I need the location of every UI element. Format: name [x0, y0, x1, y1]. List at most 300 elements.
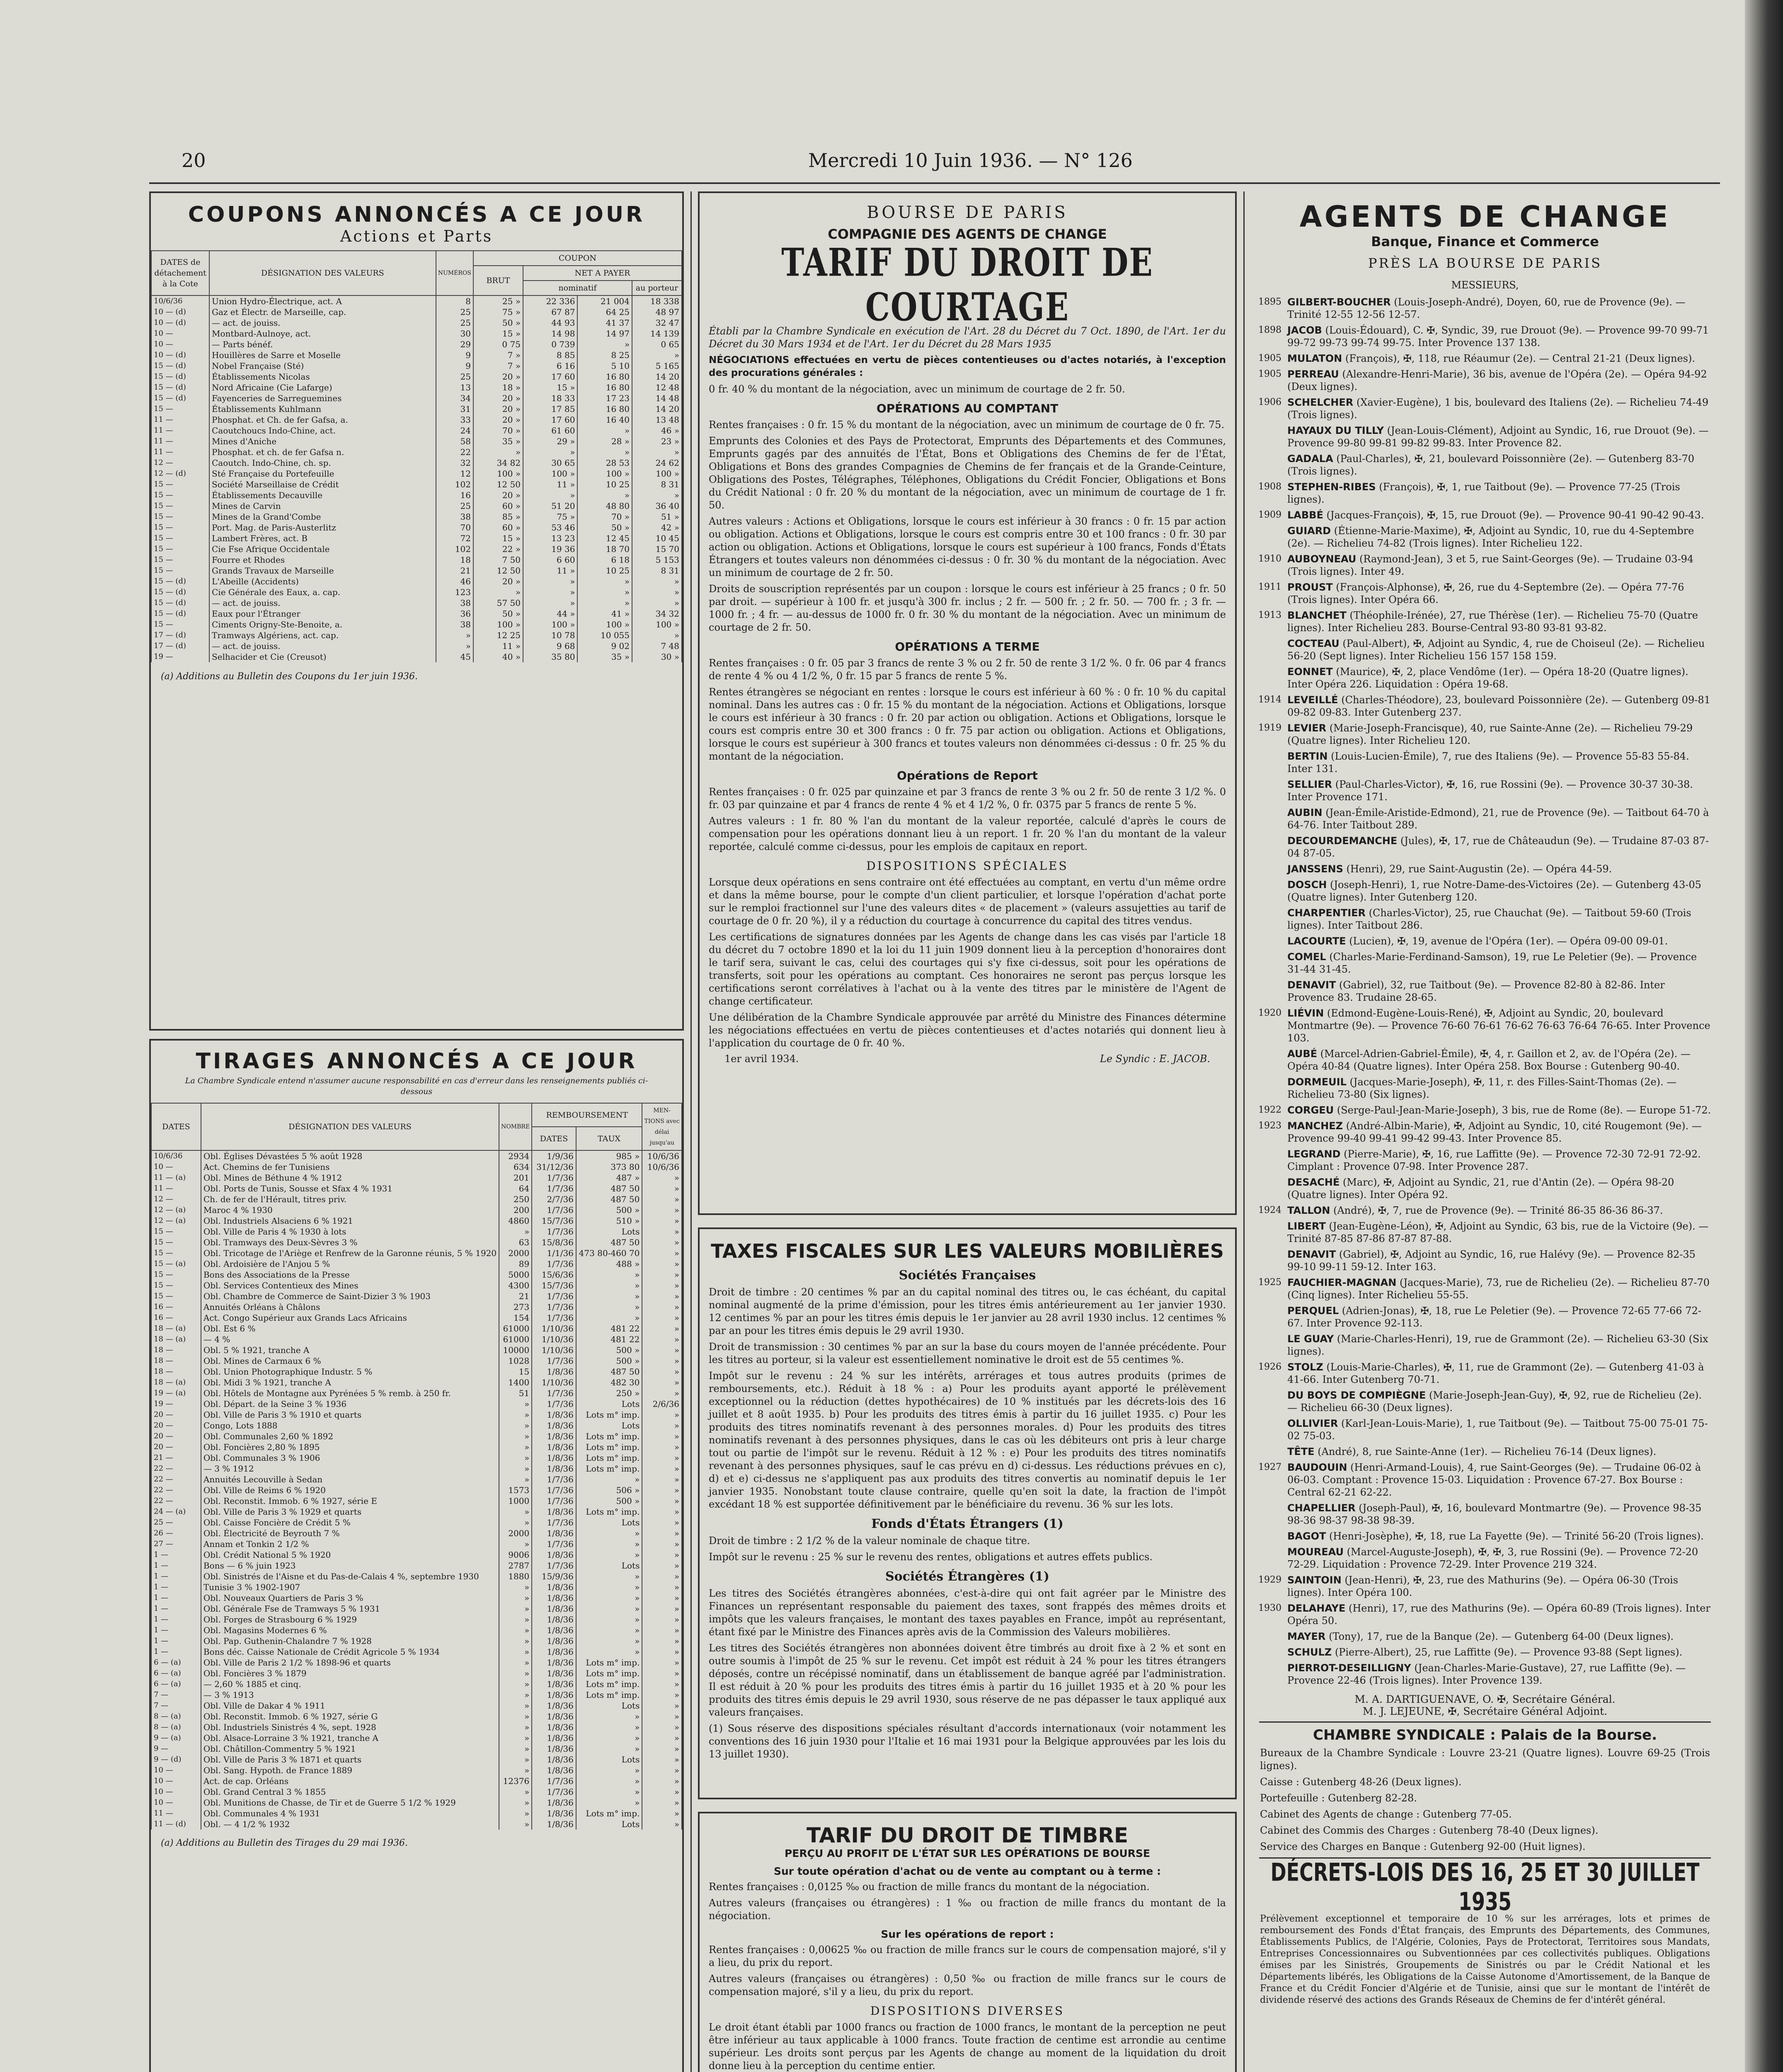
table-cell: 500 »	[576, 1496, 642, 1506]
agent-text	[1287, 1502, 1712, 1527]
taxes-etr-heading: Sociétés Étrangères (1)	[885, 1569, 1050, 1584]
table-cell: 1/7/36	[532, 1786, 576, 1797]
agent-name: DESACHÉ	[1287, 1176, 1340, 1188]
table-cell: 15 70	[632, 544, 682, 554]
agent-year	[1258, 1630, 1287, 1643]
table-cell: 510 »	[576, 1215, 642, 1226]
table-cell: »	[499, 1593, 532, 1603]
agent-year	[1258, 1389, 1287, 1414]
table-cell: 10 —	[151, 1786, 201, 1797]
table-cell: 10 — (d)	[151, 317, 209, 328]
table-cell: Houillères de Sarre et Moselle	[209, 350, 436, 361]
table-cell: »	[642, 1560, 682, 1571]
coupon-row	[151, 479, 682, 490]
tirage-row	[151, 1786, 682, 1797]
table-cell: 1/8/36	[532, 1711, 576, 1722]
table-cell: 21 004	[577, 295, 632, 307]
table-cell: »	[642, 1215, 682, 1226]
table-cell: 1/8/36	[532, 1528, 576, 1539]
tirage-row	[151, 1248, 682, 1259]
table-cell: »	[499, 1797, 532, 1808]
table-cell: 1/10/36	[532, 1323, 576, 1334]
table-cell: 15 »	[473, 328, 523, 339]
table-cell: Obl. Églises Dévastées 5 % août 1928	[201, 1150, 499, 1162]
table-cell: »	[642, 1711, 682, 1722]
agent-name: AUBÉ	[1287, 1048, 1318, 1060]
agent-details: (André), ✠, 7, rue de Provence (9e). — Trinité 86-35 86-36 86-37.	[1333, 1205, 1663, 1216]
agent-year: 1919	[1258, 723, 1282, 733]
agent-name: DORMEUIL	[1287, 1076, 1347, 1088]
table-cell: Lots m° imp.	[576, 1690, 642, 1700]
table-cell: 1/8/36	[532, 1765, 576, 1776]
table-cell: »	[499, 1625, 532, 1636]
table-cell: 1/7/36	[532, 1356, 576, 1366]
agent-year: 1895	[1258, 297, 1282, 307]
agents-messieurs: MESSIEURS,	[1451, 279, 1519, 291]
table-cell: 1/7/36	[532, 1474, 576, 1485]
agent-name: LIÉVIN	[1287, 1007, 1324, 1019]
paragraph: Cabinet des Agents de change : Gutenberg 77-05.	[1260, 1808, 1512, 1820]
agent-text	[1287, 481, 1712, 506]
table-cell: »	[576, 1280, 642, 1291]
agent-year	[1258, 863, 1287, 875]
agent-entry	[1258, 1389, 1712, 1414]
table-cell: 18 338	[632, 295, 682, 307]
table-cell: »	[576, 1776, 642, 1786]
coupon-row	[151, 295, 682, 307]
coupon-row	[151, 317, 682, 328]
table-cell: 19 36	[523, 544, 578, 554]
table-cell: Lots m° imp.	[576, 1808, 642, 1819]
table-cell: 1/8/36	[532, 1431, 576, 1442]
agent-text	[1287, 396, 1712, 421]
table-cell: 1 —	[151, 1636, 201, 1646]
paragraph: Emprunts des Colonies et des Pays de Protectorat, Emprunts des Départements et des Communes, Emprunts gagés par des annuités de l'État, Bons et Obligations des Chemins de fer de l'État, Obligations et Bons des grandes Compagnies de Chemins de fer français et de la Grande-Ceinture, Obligations des Postes, Télégraphes, Téléphones, Obligations du Crédit Foncier, Obligations et Bons du Crédit National : 0 fr. 20 % du montant de la négociation, avec un minimum de courtage de 1 fr. 50.	[709, 435, 1226, 511]
table-cell: Act. Congo Supérieur aux Grands Lacs Africains	[201, 1312, 499, 1323]
agent-details: (Charles-Victor), 25, rue Chauchat (9e). — Taitbout 59-60 (Trois lignes). Inter Taitbout 286.	[1287, 907, 1691, 931]
agent-entry	[1258, 1305, 1712, 1329]
divider	[1259, 1721, 1711, 1723]
table-cell: 1/10/36	[532, 1345, 576, 1356]
table-cell: 15 —	[151, 511, 209, 522]
table-cell: Obl. Sinistrés de l'Aisne et du Pas-de-Calais 4 %, septembre 1930	[201, 1571, 499, 1582]
table-cell: »	[576, 1593, 642, 1603]
table-cell: 16 40	[577, 414, 632, 425]
table-cell: 4860	[499, 1215, 532, 1226]
table-cell: Annuités Orléans à Châlons	[201, 1302, 499, 1312]
agent-year: 1926	[1258, 1362, 1282, 1372]
table-cell: »	[642, 1463, 682, 1474]
table-cell: »	[642, 1172, 682, 1183]
agent-entry	[1258, 324, 1712, 349]
table-cell: »	[576, 1614, 642, 1625]
agent-text	[1287, 1333, 1712, 1358]
tirage-row	[151, 1420, 682, 1431]
table-cell: 12 —	[151, 457, 209, 468]
table-cell: »	[576, 1711, 642, 1722]
table-cell: 35 »	[577, 651, 632, 662]
table-cell: 38	[436, 598, 473, 608]
table-cell: 11 »	[523, 479, 578, 490]
courtage-signoff	[724, 1053, 1210, 1065]
tirages-note: (a) Additions au Bulletin des Tirages du 29 mai 1936.	[161, 1838, 408, 1848]
table-cell: Eaux pour l'Étranger	[209, 608, 436, 619]
table-cell: 20 »	[473, 490, 523, 501]
col-porteur: au porteur	[632, 281, 682, 295]
agent-year	[1258, 1076, 1287, 1101]
table-cell: 12 — (a)	[151, 1215, 201, 1226]
table-cell: »	[642, 1302, 682, 1312]
agent-text	[1287, 951, 1712, 975]
table-cell: »	[499, 1743, 532, 1754]
agent-details: (Edmond-Eugène-Louis-René), ✠, Adjoint au Syndic, 20, boulevard Montmartre (9e). — Provence 76-60 76-61 76-62 76-63 76-64 76-65. Inter Provence 103.	[1287, 1007, 1710, 1044]
agent-details: (Henri-Josèphe), ✠, 18, rue La Fayette (9e). — Trinité 56-20 (Trois lignes).	[1329, 1530, 1704, 1542]
table-cell: »	[577, 490, 632, 501]
table-cell: »	[642, 1334, 682, 1345]
table-cell: 1/8/36	[532, 1797, 576, 1808]
table-cell: »	[642, 1312, 682, 1323]
agent-text	[1287, 553, 1712, 578]
tirage-row	[151, 1571, 682, 1582]
coupon-row	[151, 468, 682, 479]
table-cell: 5 153	[632, 554, 682, 565]
coupon-row	[151, 382, 682, 393]
agent-entry	[1258, 1417, 1712, 1442]
agent-year	[1258, 1333, 1287, 1358]
agent-text	[1287, 1445, 1656, 1458]
agent-text	[1287, 296, 1712, 321]
agents-list	[1251, 296, 1719, 1688]
table-cell: Obl. Services Contentieux des Mines	[201, 1280, 499, 1291]
paragraph: Rentes françaises : 0 fr. 15 % du montant de la négociation, avec un minimum de courtage de 0 fr. 75.	[709, 419, 1224, 431]
agent-entry	[1258, 951, 1712, 975]
table-cell: 9006	[499, 1549, 532, 1560]
table-cell: 1/8/36	[532, 1754, 576, 1765]
column-rule-1	[690, 191, 692, 2072]
agent-year: 1908	[1258, 482, 1282, 492]
agent-details: (Louis-Édouard), C. ✠, Syndic, 39, rue Drouot (9e). — Provence 99-70 99-71 99-72 99-73 99-74 99-75. Inter Provence 137 138.	[1287, 324, 1709, 349]
table-cell: 14 20	[632, 404, 682, 414]
table-cell: 2/7/36	[532, 1194, 576, 1205]
table-cell: 75 »	[523, 511, 578, 522]
agent-details: (François), ✠, 118, rue Réaumur (2e). — Central 21-21 (Deux lignes).	[1345, 353, 1695, 364]
table-cell: Lots m° imp.	[576, 1442, 642, 1452]
paragraph: Autres valeurs : Actions et Obligations, lorsque le cours est inférieur à 30 francs : 0 fr. 15 par action ou obligation. Actions et Obligations, lorsque le cours est compris entre 30 et 100 francs : 0 fr. 30 par action ou obligation. Actions et Obligations, lorsque le cours est supérieur à 100 francs, Fonds d'États Étrangers et toutes valeurs non dénommées ci-dessus : 0 fr. 30 % du montant de la négociation. Avec un minimum de courtage de 2 fr. 50.	[709, 516, 1226, 579]
paragraph: Impôt sur le revenu : 25 % sur le revenu des rentes, obligations et autres effets publics.	[709, 1551, 1153, 1563]
coupon-row	[151, 371, 682, 382]
table-cell: Obl. Industriels Sinistrés 4 %, sept. 1928	[201, 1722, 499, 1733]
table-cell: »	[499, 1442, 532, 1452]
table-cell: 1/8/36	[532, 1668, 576, 1679]
table-cell: 12 50	[473, 479, 523, 490]
agent-details: (Raymond-Jean), 3 et 5, rue Saint-Georges (9e). — Trudaine 03-94 (Trois lignes). Inter 49.	[1287, 553, 1694, 577]
terme-heading: OPÉRATIONS A TERME	[895, 640, 1040, 654]
table-cell: 100 »	[523, 468, 578, 479]
agent-name: BAGOT	[1287, 1530, 1326, 1542]
courtage-title: TARIF DU DROIT DE COURTAGE	[781, 240, 1153, 330]
table-cell: 20 —	[151, 1431, 201, 1442]
agent-year	[1258, 1502, 1287, 1527]
table-cell: Ciments Origny-Ste-Benoite, a.	[209, 619, 436, 630]
agent-details: (Jules), ✠, 17, rue de Châteaudun (9e). — Trudaine 87-03 87-04 87-05.	[1287, 835, 1709, 859]
agent-year	[1258, 778, 1287, 803]
table-cell: 58	[436, 436, 473, 447]
table-cell: 10 78	[523, 630, 578, 641]
agent-details: (Serge-Paul-Jean-Marie-Joseph), 3 bis, rue de Rome (8e). — Europe 51-72.	[1337, 1104, 1711, 1116]
table-cell: Obl. Ville de Paris 4 % 1930 à lots	[201, 1226, 499, 1237]
table-cell: Obl. Reconstit. Immob. 6 % 1927, série E	[201, 1496, 499, 1506]
coupon-row	[151, 598, 682, 608]
table-cell: 1/8/36	[532, 1646, 576, 1657]
agent-name: MAYER	[1287, 1631, 1326, 1642]
agent-name: DENAVIT	[1287, 1249, 1336, 1260]
agent-text	[1287, 1120, 1712, 1145]
table-cell: 154	[499, 1312, 532, 1323]
paragraph: Portefeuille : Gutenberg 82-28.	[1260, 1792, 1417, 1804]
table-cell: 15 — (d)	[151, 598, 209, 608]
table-cell: 487 50	[576, 1183, 642, 1194]
table-cell: 473 80-460 70	[576, 1248, 642, 1259]
table-cell: »	[642, 1614, 682, 1625]
coupon-row	[151, 511, 682, 522]
table-cell: »	[642, 1420, 682, 1431]
agent-details: (Henri-Armand-Louis), 4, rue Saint-Georges (9e). — Trudaine 06-02 à 06-03. Comptant : Provence 15-03. Liquidation : Provence 67-27. Box Bourse : Central 62-21 62-22.	[1287, 1462, 1701, 1498]
table-cell: Caoutchoucs Indo-Chine, act.	[209, 425, 436, 436]
table-cell: — 4 %	[201, 1334, 499, 1345]
diverses-heading: DISPOSITIONS DIVERSES	[870, 2004, 1065, 2018]
table-cell: Bons — 6 % juin 1923	[201, 1560, 499, 1571]
col-nombre: NOMBRE	[499, 1103, 532, 1150]
table-cell: »	[576, 1797, 642, 1808]
table-cell: »	[576, 1646, 642, 1657]
table-cell: »	[499, 1603, 532, 1614]
agent-text	[1287, 907, 1712, 932]
tirage-row	[151, 1506, 682, 1517]
table-cell: »	[642, 1603, 682, 1614]
table-cell: 0 65	[632, 339, 682, 350]
table-cell: 15/7/36	[532, 1280, 576, 1291]
table-cell: 7 50	[473, 554, 523, 565]
table-cell: Obl. Ville de Reims 6 % 1920	[201, 1485, 499, 1496]
table-cell: 1/8/36	[532, 1420, 576, 1431]
table-cell: 67 87	[523, 307, 578, 317]
table-cell: 6 — (a)	[151, 1657, 201, 1668]
table-cell: 27 —	[151, 1539, 201, 1549]
table-cell: 17 60	[523, 414, 578, 425]
agent-entry	[1258, 1276, 1712, 1301]
table-cell: 18 »	[473, 382, 523, 393]
agent-year: 1898	[1258, 325, 1282, 335]
top-rule	[149, 182, 1720, 184]
tirage-row	[151, 1162, 682, 1172]
agent-year	[1258, 1530, 1287, 1542]
table-cell: »	[632, 350, 682, 361]
table-cell: Annuités Lecouville à Sedan	[201, 1474, 499, 1485]
taxes-etat-heading: Fonds d'États Étrangers (1)	[871, 1517, 1064, 1531]
table-cell: »	[577, 598, 632, 608]
agent-year	[1258, 935, 1287, 947]
table-cell: »	[642, 1280, 682, 1291]
table-cell: »	[499, 1517, 532, 1528]
agent-name: JANSSENS	[1287, 863, 1343, 875]
table-cell: 16 —	[151, 1302, 201, 1312]
agent-year	[1258, 951, 1287, 975]
table-cell: 200	[499, 1205, 532, 1215]
table-cell: 487 50	[576, 1366, 642, 1377]
table-cell: 61 60	[523, 425, 578, 436]
agent-text	[1287, 1176, 1712, 1201]
table-cell: 15 — (a)	[151, 1259, 201, 1269]
agent-details: (Maurice), ✠, 2, place Vendôme (1er). — Opéra 18-20 (Quatre lignes). Inter Opéra 226. Liquidation : Opéra 19-68.	[1287, 666, 1689, 690]
table-cell: Obl. Ville de Paris 3 % 1871 et quarts	[201, 1754, 499, 1765]
table-cell: »	[642, 1593, 682, 1603]
tirage-row	[151, 1539, 682, 1549]
taxes-title: TAXES FISCALES SUR LES VALEURS MOBILIÈRES	[711, 1240, 1224, 1262]
table-cell: 41 »	[577, 608, 632, 619]
table-cell: 15 —	[151, 1280, 201, 1291]
table-cell: »	[499, 1690, 532, 1700]
tirage-row	[151, 1797, 682, 1808]
table-cell: 14 139	[632, 328, 682, 339]
table-cell: 1000	[499, 1496, 532, 1506]
table-cell: 24 62	[632, 457, 682, 468]
table-cell: Lots	[576, 1819, 642, 1830]
agent-details: (Jean-Charles-Marie-Gustave), 27, rue Laffitte (9e). — Provence 22-46 (Trois lignes). Inter Provence 139.	[1287, 1662, 1686, 1686]
table-cell: 4300	[499, 1280, 532, 1291]
table-cell: 15 — (d)	[151, 393, 209, 404]
agent-year: 1923	[1258, 1121, 1282, 1131]
table-cell: 500 »	[576, 1356, 642, 1366]
table-cell: 18 —	[151, 1345, 201, 1356]
coupon-row	[151, 350, 682, 361]
table-cell: »	[499, 1614, 532, 1625]
table-cell: »	[642, 1183, 682, 1194]
table-cell: Obl. 5 % 1921, tranche A	[201, 1345, 499, 1356]
agent-year: 1914	[1258, 695, 1282, 705]
coupon-row	[151, 490, 682, 501]
table-cell: Obl. Reconstit. Immob. 6 % 1927, série G	[201, 1711, 499, 1722]
table-cell: 487 »	[576, 1172, 642, 1183]
table-cell: 2934	[499, 1150, 532, 1162]
table-cell: 15 — (d)	[151, 576, 209, 587]
table-cell: 1/7/36	[532, 1226, 576, 1237]
table-cell: »	[642, 1722, 682, 1733]
tirage-row	[151, 1528, 682, 1539]
table-cell: Obl. Châtillon-Commentry 5 % 1921	[201, 1743, 499, 1754]
table-cell: 201	[499, 1172, 532, 1183]
timbre-achat-heading: Sur toute opération d'achat ou de vente au comptant ou à terme :	[773, 1865, 1161, 1877]
table-cell: 15 — (d)	[151, 371, 209, 382]
coupon-row	[151, 587, 682, 598]
paragraph: Autres valeurs (françaises ou étrangères) : 1 ‰ ou fraction de mille francs du montant de la négociation.	[709, 1897, 1226, 1922]
table-cell: »	[576, 1625, 642, 1636]
table-cell: 85 »	[473, 511, 523, 522]
table-cell: 0 75	[473, 339, 523, 350]
table-cell: »	[642, 1646, 682, 1657]
table-cell: »	[473, 587, 523, 598]
agent-text	[1287, 368, 1712, 393]
table-cell: »	[576, 1765, 642, 1776]
agent-name: PERREAU	[1287, 368, 1339, 380]
coupons-subtitle: Actions et Parts	[340, 227, 493, 245]
agent-name: STEPHEN-RIBES	[1287, 481, 1376, 493]
negociations-rate: 0 fr. 40 % du montant de la négociation, avec un minimum de courtage de 2 fr. 50.	[709, 383, 1125, 395]
table-cell: »	[499, 1733, 532, 1743]
paragraph: Rentes françaises : 0 fr. 05 par 3 francs de rente 3 % ou 2 fr. 50 de rente 3 1/2 %. 0 fr. 06 par 4 francs de rente 4 % ou 4 1/2 %, 0 fr. 15 par 5 francs de rente 5 %.	[709, 657, 1226, 682]
table-cell: »	[642, 1291, 682, 1302]
tirage-row	[151, 1690, 682, 1700]
col-net: NET A PAYER	[523, 266, 682, 281]
table-cell: Obl. Mines de Béthune 4 % 1912	[201, 1172, 499, 1183]
tirage-row	[151, 1442, 682, 1452]
table-cell: »	[499, 1819, 532, 1830]
table-cell: Port. Mag. de Paris-Austerlitz	[209, 522, 436, 533]
taxes-fr-heading: Sociétés Françaises	[899, 1268, 1036, 1283]
table-cell: »	[499, 1452, 532, 1463]
table-cell: »	[632, 630, 682, 641]
table-cell: — 3 % 1913	[201, 1690, 499, 1700]
agent-entry	[1258, 1007, 1712, 1044]
paragraph: Rentes françaises : 0 fr. 025 par quinzaine et par 3 francs de rente 3 % ou 2 fr. 50 de rente 3 1/2 %. 0 fr. 03 par quinzaine et par 4 francs de rente 4 % et 4 1/2 %, 0 fr. 0375 par 5 francs de rente 5 %.	[709, 786, 1226, 811]
table-cell: 29	[436, 339, 473, 350]
table-cell: 19 — (a)	[151, 1388, 201, 1399]
table-cell: »	[642, 1237, 682, 1248]
agent-name: SCHULZ	[1287, 1646, 1332, 1658]
agent-entry	[1258, 1220, 1712, 1245]
agent-name: CORGEU	[1287, 1104, 1334, 1116]
table-cell: — 2,60 % 1885 et cinq.	[201, 1679, 499, 1690]
agent-name: GADALA	[1287, 453, 1333, 465]
coupon-row	[151, 425, 682, 436]
table-cell: 1/8/36	[532, 1700, 576, 1711]
col-nominatif: nominatif	[523, 281, 632, 295]
table-cell: 8 — (a)	[151, 1711, 201, 1722]
agent-text	[1287, 1007, 1712, 1044]
issue-date: Mercredi 10 Juin 1936. — N° 126	[808, 149, 1133, 172]
agent-year	[1258, 525, 1287, 549]
table-cell: 15 —	[151, 404, 209, 414]
paragraph: Service des Charges en Banque : Gutenberg 92-00 (Huit lignes).	[1260, 1841, 1586, 1852]
table-cell: »	[523, 447, 578, 457]
table-cell: 44 »	[523, 608, 578, 619]
agent-text	[1287, 525, 1712, 549]
agent-entry	[1258, 1333, 1712, 1358]
agent-name: LE GUAY	[1287, 1333, 1334, 1345]
table-cell: 14 20	[632, 371, 682, 382]
tirage-row	[151, 1312, 682, 1323]
table-cell: Lots m° imp.	[576, 1409, 642, 1420]
table-cell: »	[642, 1733, 682, 1743]
table-cell: 8 31	[632, 479, 682, 490]
table-cell: Tramways Algériens, act. cap.	[209, 630, 436, 641]
table-cell: 11 —	[151, 1808, 201, 1819]
table-cell: »	[576, 1539, 642, 1549]
table-cell: 487 50	[576, 1237, 642, 1248]
table-cell: 18	[436, 554, 473, 565]
agent-text	[1287, 935, 1668, 947]
agent-entry	[1258, 453, 1712, 477]
table-cell: 14 98	[523, 328, 578, 339]
table-cell: 1/8/36	[532, 1593, 576, 1603]
courtage-section	[698, 191, 1237, 1215]
coupon-row	[151, 630, 682, 641]
table-cell: 9 —	[151, 1743, 201, 1754]
agent-text	[1287, 879, 1712, 903]
table-cell: »	[642, 1485, 682, 1496]
agent-text	[1287, 1076, 1712, 1101]
table-cell: 1/8/36	[532, 1463, 576, 1474]
agent-entry	[1258, 722, 1712, 747]
